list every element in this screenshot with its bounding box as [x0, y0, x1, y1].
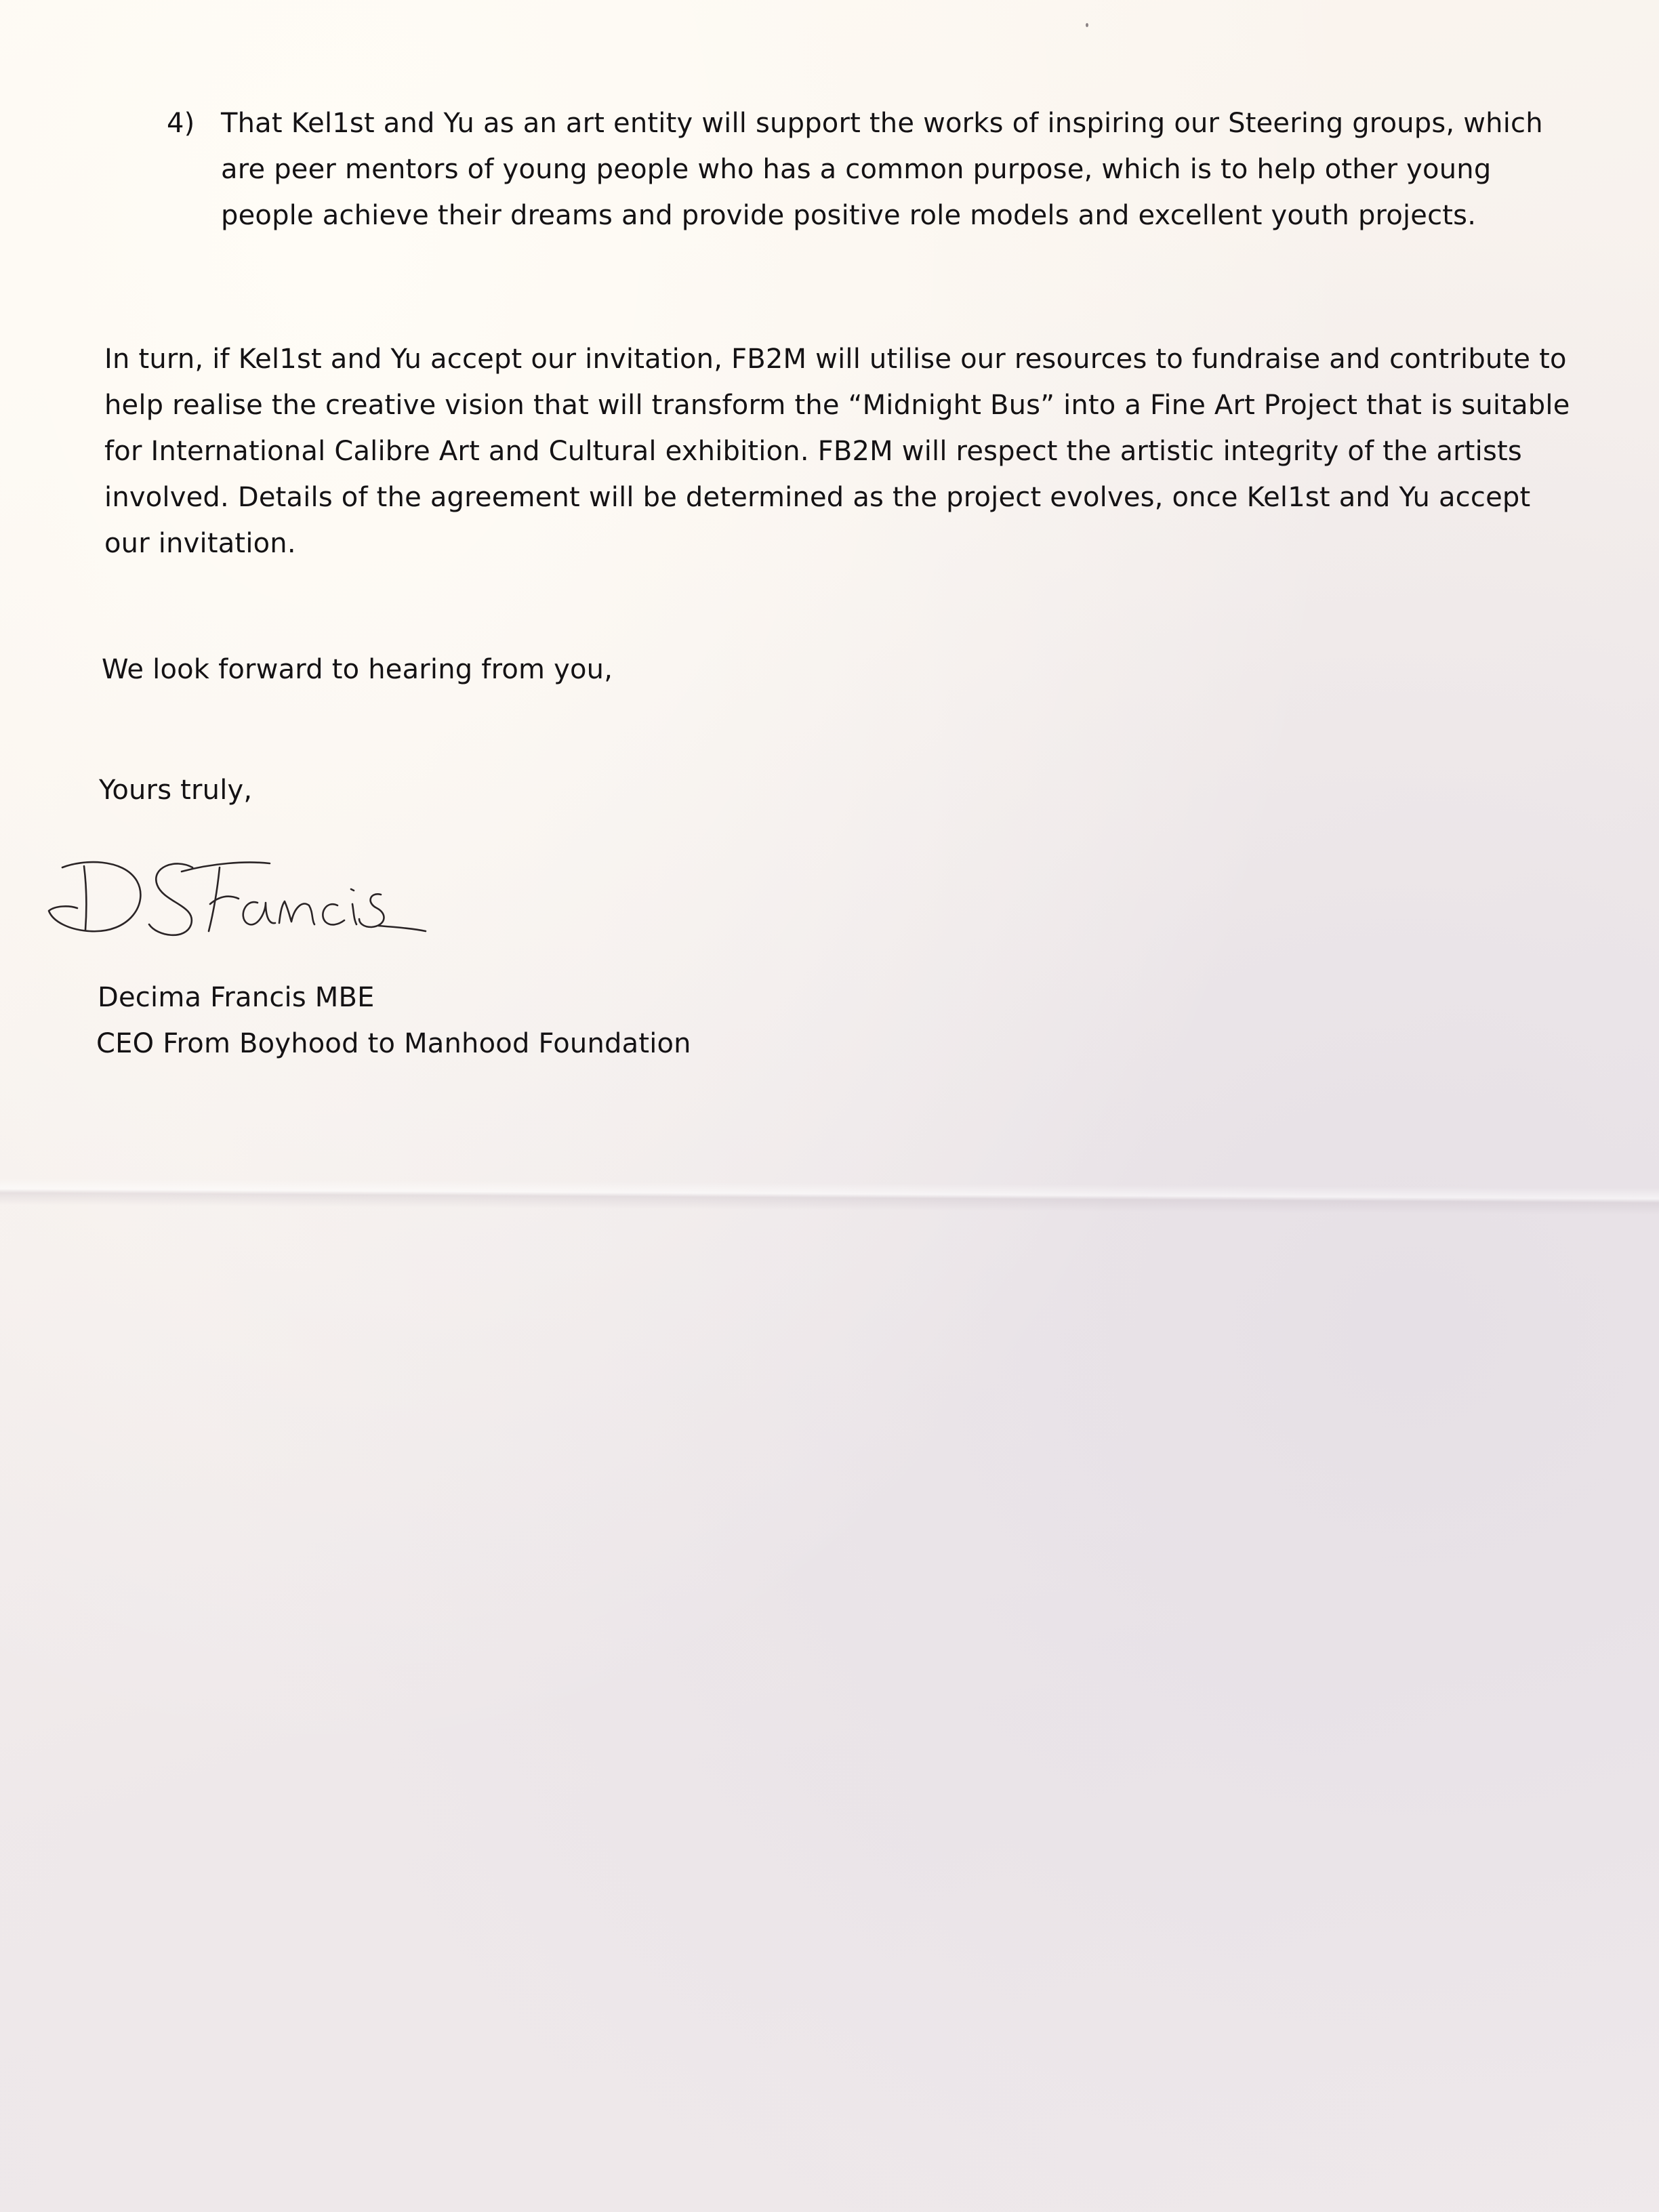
paper-speck: [1086, 23, 1088, 27]
signature-alt-text: DSFrancis: [42, 840, 45, 841]
closing-line: We look forward to hearing from you,: [102, 654, 613, 685]
body-paragraph: In turn, if Kel1st and Yu accept our invitation, FB2M will utilise our resources to fundraise and contribute to help realise the creative vision that will transform the “Midnight Bus” into a Fine Art Project that is suitable for International Calibre Art and Cultural exhibition. FB2M will respect the artistic integrity of the artists involved. Details of the agreement will be determined as the project evolves, once Kel1st and Yu accept our invitation.: [104, 344, 1570, 559]
salutation: Yours truly,: [99, 775, 253, 806]
list-item-number: 4): [167, 108, 195, 139]
paper-fold-crease: [0, 1178, 1659, 1215]
signatory-title: CEO From Boyhood to Manhood Foundation: [96, 1028, 691, 1059]
signatory-name: Decima Francis MBE: [98, 982, 375, 1013]
handwritten-signature: [42, 840, 428, 949]
list-item-text: That Kel1st and Yu as an art entity will support the works of inspiring our Steering groups, which are peer mentors of young people who has a common purpose, which is to help other young people achieve their dreams and provide positive role models and excellent youth projects.: [221, 108, 1543, 231]
